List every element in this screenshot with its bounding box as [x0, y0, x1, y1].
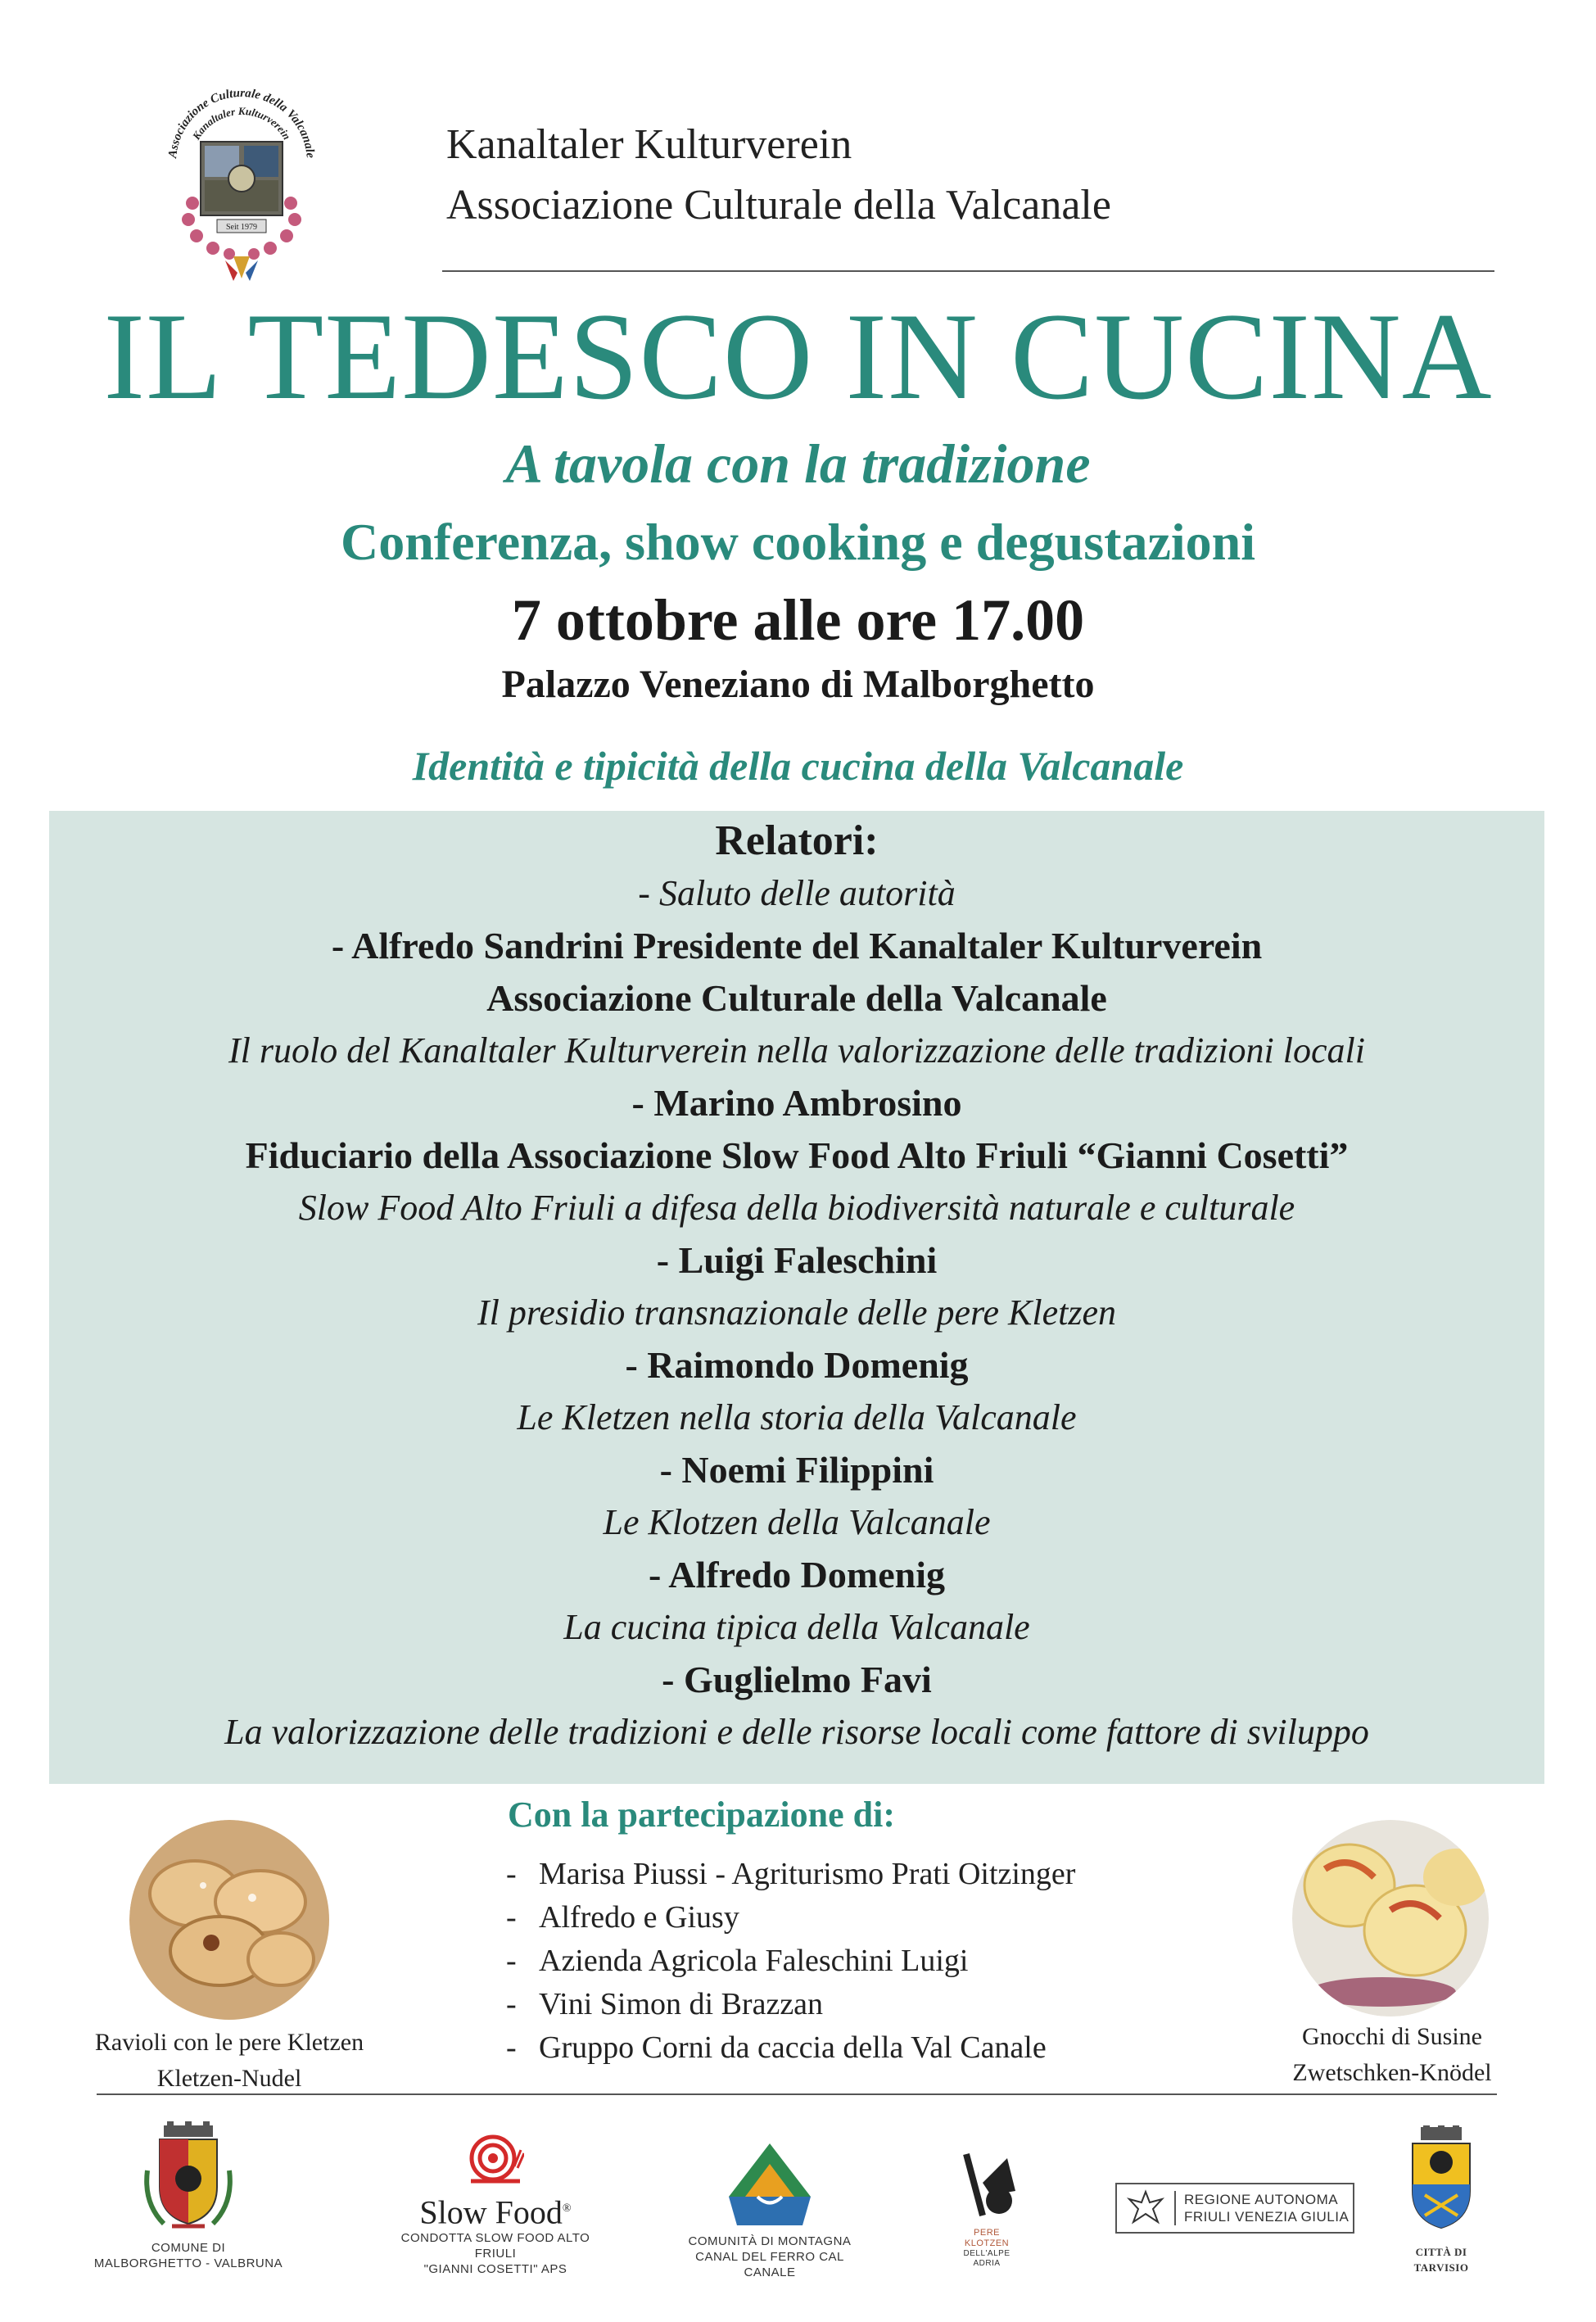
speaker-line: Il presidio transnazionale delle pere Kletzen	[477, 1292, 1117, 1333]
event-date: 7 ottobre alle ore 17.00	[511, 587, 1085, 653]
svg-text:Seit 1979: Seit 1979	[225, 223, 258, 232]
participation-heading: Con la partecipazione di:	[508, 1795, 895, 1835]
speaker-line: Associazione Culturale della Valcanale	[486, 977, 1107, 1019]
organization-names	[446, 115, 1111, 236]
participation-list	[506, 1853, 1075, 2070]
speaker-line: - Luigi Faleschini	[656, 1239, 938, 1281]
speaker-line: Le Klotzen della Valcanale	[603, 1502, 991, 1542]
sponsor-regione-fvg	[1115, 2183, 1354, 2234]
header-divider	[442, 270, 1494, 272]
list-item: - Vini Simon di Brazzan	[506, 1987, 824, 2021]
speaker-line: - Noemi Filippini	[659, 1449, 934, 1491]
sponsor-malborghetto: COMUNE DI MALBORGHETTO - VALBRUNA	[90, 2121, 287, 2271]
speaker-line: - Saluto delle autorità	[638, 873, 956, 913]
list-item: - Marisa Piussi - Agriturismo Prati Oitzinger	[506, 1857, 1076, 1891]
slow-food-brand: Slow Food®	[419, 2193, 572, 2231]
svg-text:Associazione Culturale della V: Associazione Culturale della Valcanale	[166, 86, 317, 159]
speakers-heading: Relatori:	[715, 817, 879, 864]
speaker-line: Il ruolo del Kanaltaler Kulturverein nella valorizzazione delle tradizioni locali	[228, 1030, 1365, 1070]
ravioli-caption: Ravioli con le pere Kletzen Kletzen-Nudel	[94, 2029, 364, 2092]
association-crest-icon	[156, 64, 328, 289]
list-item: - Gruppo Corni da caccia della Val Canale	[506, 2030, 1047, 2065]
sponsor-slow-food: Slow Food® CONDOTTA SLOW FOOD ALTO FRIULI "GIANNI COSETTI" APS	[393, 2134, 598, 2277]
speaker-line: - Raimondo Domenig	[625, 1344, 969, 1386]
speaker-line: - Guglielmo Favi	[662, 1659, 932, 1700]
tarvisio-coat-of-arms-icon	[1400, 2125, 1482, 2240]
svg-text:Kanaltaler Kulturverein: Kanaltaler Kulturverein	[189, 104, 294, 143]
sponsor-comunita-montagna: COMUNITÀ DI MONTAGNA CANAL DEL FERRO CAL CANALE	[671, 2139, 868, 2280]
speaker-line: - Alfredo Sandrini Presidente del Kanaltaler Kulturverein	[331, 925, 1263, 966]
sponsor-pere-klotzen: PERE KLOTZEN DELL'ALPE ADRIA	[942, 2150, 1032, 2269]
footer-divider	[97, 2093, 1497, 2095]
speaker-line: Le Kletzen nella storia della Valcanale	[517, 1397, 1077, 1437]
speakers-list	[49, 815, 1544, 1758]
speaker-line: La cucina tipica della Valcanale	[563, 1607, 1030, 1647]
event-title: IL TEDESCO IN CUCINA	[103, 287, 1493, 425]
speaker-line: - Alfredo Domenig	[648, 1554, 945, 1596]
association-logo	[156, 64, 328, 289]
mountain-logo-icon	[725, 2139, 815, 2229]
snail-icon	[467, 2134, 524, 2187]
ravioli-photo-icon	[129, 1820, 330, 2021]
region-eagle-icon	[1125, 2188, 1166, 2229]
org-name-german: Kanaltaler Kulturverein	[446, 121, 852, 168]
speaker-line: La valorizzazione delle tradizioni e delle risorse locali come fattore di sviluppo	[224, 1712, 1369, 1752]
org-name-italian: Associazione Culturale della Valcanale	[446, 182, 1111, 229]
speaker-line: Slow Food Alto Friuli a difesa della biodiversità naturale e culturale	[298, 1188, 1295, 1228]
event-subtitle: A tavola con la tradizione	[505, 432, 1091, 495]
event-venue: Palazzo Veneziano di Malborghetto	[501, 663, 1095, 706]
sponsor-tarvisio: CITTÀ DI TARVISIO	[1392, 2125, 1490, 2275]
pere-klotzen-logo-icon	[954, 2150, 1020, 2224]
speaker-line: - Marino Ambrosino	[631, 1082, 962, 1124]
gnocchi-photo-icon	[1292, 1820, 1489, 2016]
event-theme: Identità e tipicità della cucina della Valcanale	[412, 743, 1184, 789]
regione-label: REGIONE AUTONOMA FRIULI VENEZIA GIULIA	[1174, 2191, 1349, 2225]
event-tagline: Conferenza, show cooking e degustazioni	[340, 513, 1256, 571]
speaker-line: Fiduciario della Associazione Slow Food Alto Friuli “Gianni Cosetti”	[245, 1134, 1349, 1176]
gnocchi-caption: Gnocchi di Susine Zwetschken-Knödel	[1292, 2023, 1492, 2086]
list-item: - Alfredo e Giusy	[506, 1900, 739, 1935]
malborghetto-coat-of-arms-icon	[139, 2121, 237, 2236]
list-item: - Azienda Agricola Faleschini Luigi	[506, 1944, 969, 1978]
